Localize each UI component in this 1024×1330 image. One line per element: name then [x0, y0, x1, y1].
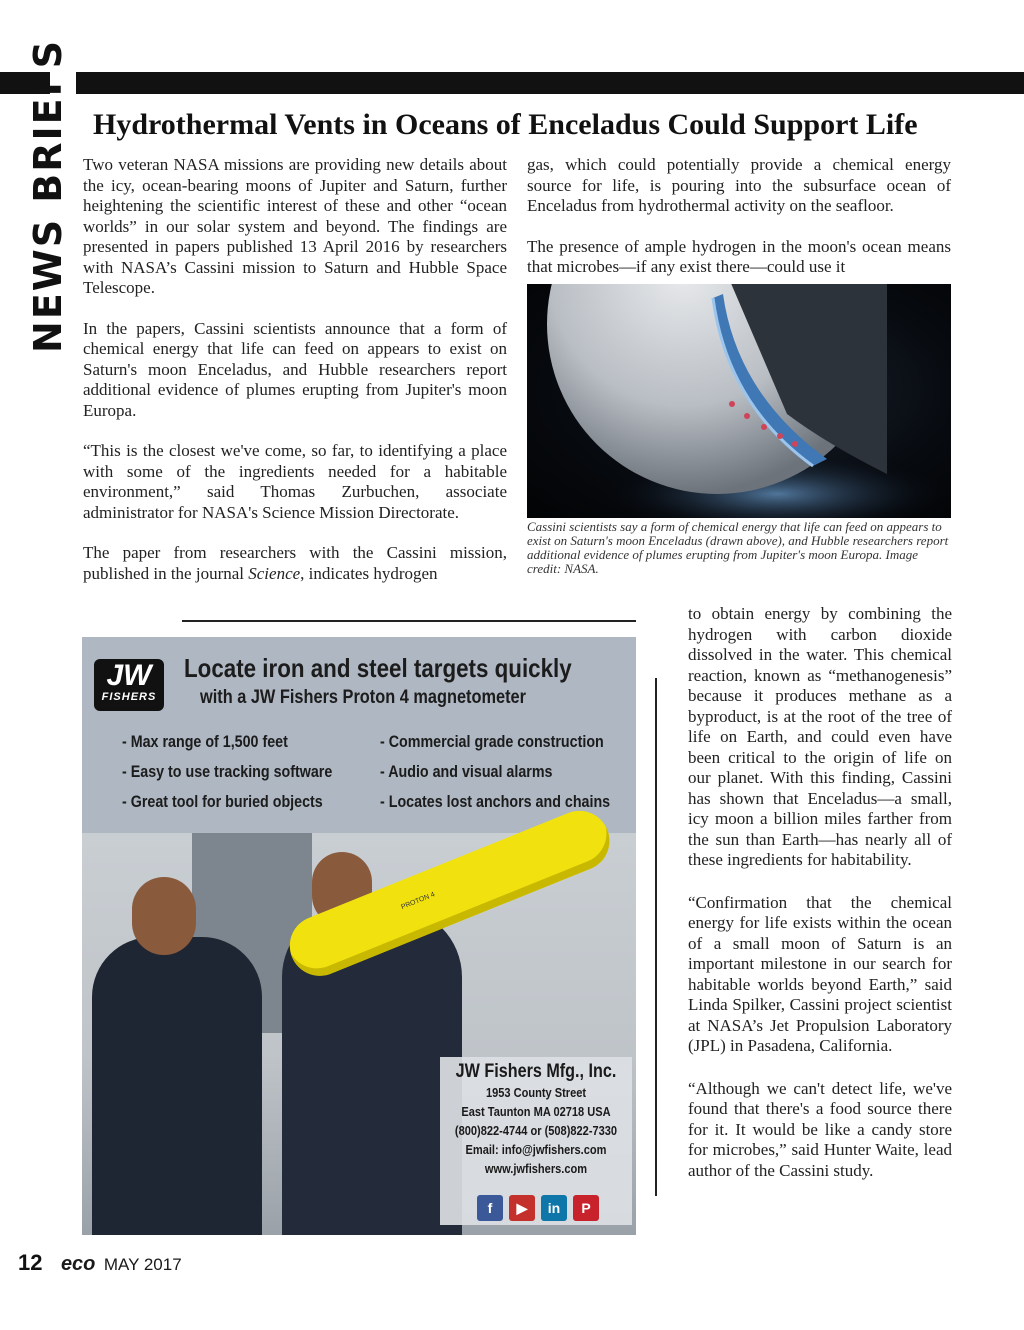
- company-name: JW Fishers Mfg., Inc.: [455, 1061, 617, 1082]
- linkedin-icon[interactable]: in: [541, 1195, 567, 1221]
- company-address-street: 1953 County Street: [485, 1085, 587, 1100]
- feature-item: - Commercial grade construction: [380, 732, 604, 751]
- company-address-city: East Taunton MA 02718 USA: [461, 1104, 611, 1119]
- feature-item: - Great tool for buried objects: [122, 792, 323, 811]
- feature-item: - Locates lost anchors and chains: [380, 792, 611, 811]
- figure-caption: Cassini scientists say a form of chemical energy that life can feed on appears to exist on Saturn's moon Enceladus (drawn above), and Hubble researchers report additional evidence of plumes erupting from Jupiter's moon Europa. Image credit: NASA.: [527, 519, 949, 576]
- ad-features-left: [122, 727, 332, 817]
- section-label: [22, 36, 74, 356]
- paragraph: [83, 543, 507, 584]
- person-left: [92, 937, 262, 1235]
- facebook-icon[interactable]: f: [477, 1195, 503, 1221]
- ad-headline: Locate iron and steel targets quickly: [184, 653, 572, 683]
- youtube-icon[interactable]: ▶: [509, 1195, 535, 1221]
- logo-subtext: FISHERS: [101, 691, 157, 703]
- article-headline: Hydrothermal Vents in Oceans of Enceladus Could Support Life: [93, 108, 918, 141]
- device-label: PROTON 4: [400, 891, 436, 912]
- ad-features-right: [380, 727, 610, 817]
- enceladus-illustration: [527, 284, 951, 518]
- enceladus-cutaway-image: [527, 284, 951, 518]
- person-left-head: [132, 877, 196, 955]
- bottom-right-column: [688, 604, 952, 1203]
- left-column: [83, 155, 507, 604]
- page-number: 12: [18, 1250, 43, 1275]
- issue-date: MAY 2017: [103, 1255, 182, 1274]
- paragraph: “Confirmation that the chemical energy for life exists within the ocean of a small moon of Saturn is an important milestone in our search for habitable worlds beyond Earth,” said Linda Spilker, Cassini project scientist at NASA’s Jet Propulsion Laboratory (JPL) in Pasadena, California.: [688, 892, 952, 1055]
- journal-name: Science: [248, 563, 301, 583]
- paragraph: “This is the closest we've come, so far, to identifying a place with some of the ingredients needed for a habitable environment,” said Thomas Zurbuchen, associate administrator for NASA's Science Mission Directorate.: [83, 441, 507, 522]
- paragraph: Two veteran NASA missions are providing new details about the icy, ocean-bearing moons of Jupiter and Saturn, further heightening the scientific interest of these and other “ocean worlds” in our solar system and beyond. The findings are presented in papers published 13 April 2016 by researchers with NASA’s Cassini mission to Saturn and Hubble Space Telescope.: [83, 155, 507, 297]
- paragraph: The presence of ample hydrogen in the moon's ocean means that microbes—if any exist there—could use it: [527, 236, 951, 276]
- social-icons: [477, 1195, 599, 1221]
- paragraph: gas, which could potentially provide a chemical energy source for life, is pouring into the subsurface ocean of Enceladus from hydrothermal activity on the seafloor.: [527, 155, 951, 215]
- vertical-divider: [655, 678, 657, 1196]
- feature-item: - Easy to use tracking software: [122, 762, 333, 781]
- horizontal-divider: [182, 620, 636, 622]
- ad-subheadline: with a JW Fishers Proton 4 magnetometer: [200, 687, 526, 708]
- right-column: [527, 155, 951, 298]
- magazine-name: eco: [60, 1253, 96, 1275]
- feature-item: - Max range of 1,500 feet: [122, 732, 288, 751]
- section-label-text: NEWS BRIEFS: [26, 39, 70, 353]
- company-email[interactable]: Email: info@jwfishers.com: [465, 1142, 607, 1157]
- paragraph-text: The paper from researchers with the Cassini mission, published in the journal: [83, 543, 507, 583]
- paragraph: In the papers, Cassini scientists announce that a form of chemical energy that life can feed on appears to exist on Saturn's moon Enceladus, and Hubble researchers report additional evidence of plumes erupting from Jupiter's moon Europa.: [83, 318, 507, 420]
- jw-fishers-advertisement[interactable]: [82, 637, 636, 1235]
- top-rule-bar: [0, 72, 1024, 94]
- jw-fishers-logo: [94, 659, 164, 711]
- company-website[interactable]: www.jwfishers.com: [484, 1161, 588, 1176]
- paragraph: “Although we can't detect life, we've found that there's a food source there for it. It would be like a candy store for microbes,” said Hunter Waite, lead author of the Cassini study.: [688, 1078, 952, 1180]
- feature-item: - Audio and visual alarms: [380, 762, 553, 781]
- company-phone: (800)822-4744 or (508)822-7330: [454, 1123, 618, 1138]
- pinterest-icon[interactable]: P: [573, 1195, 599, 1221]
- ad-header-panel: [82, 637, 636, 833]
- paragraph: to obtain energy by combining the hydrogen with carbon dioxide dissolved in the water. This chemical reaction, known as “methanogenesis” because it produces methane as a byproduct, is at the root of the tree of life on Earth, and could even have been critical to the origin of life on our planet. With this finding, Cassini has shown that Enceladus—a small, icy moon a billion miles farther from the sun than Earth—has nearly all of these ingredients for habitability.: [688, 604, 952, 869]
- paragraph-text: , indicates hydrogen: [300, 563, 438, 583]
- logo-text: JW: [106, 659, 152, 692]
- page-footer: [18, 1250, 182, 1276]
